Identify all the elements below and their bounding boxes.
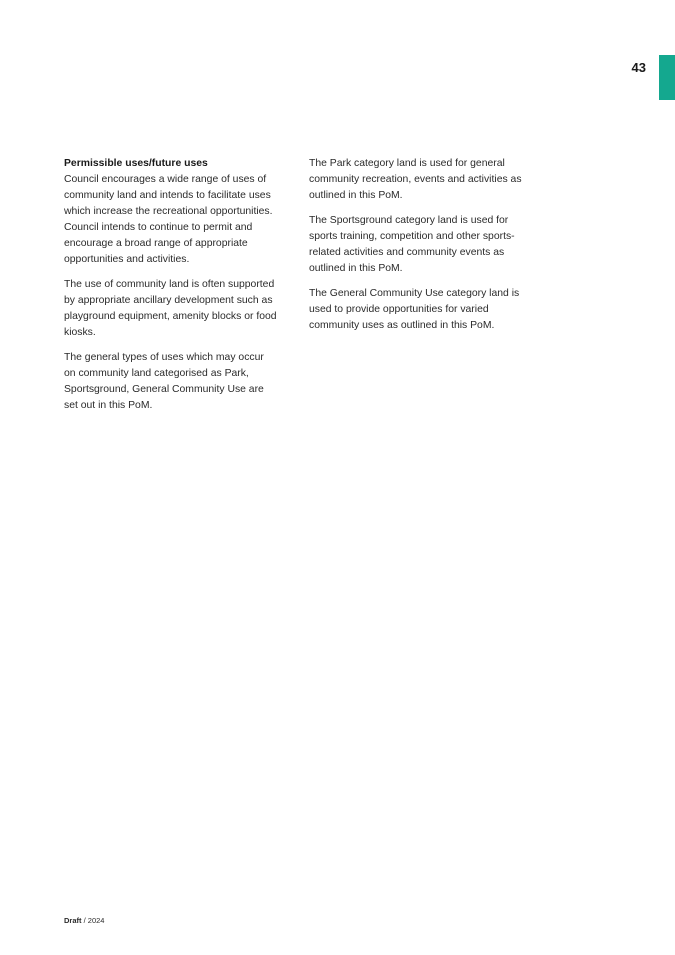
page-footer — [64, 916, 104, 925]
footer-year: 2024 — [87, 916, 105, 925]
section-tab-marker — [659, 55, 675, 100]
right-column — [309, 156, 523, 343]
body-paragraph: The Park category land is used for general community recreation, events and activities as outlined in this PoM. — [309, 158, 522, 201]
body-paragraph: Council encourages a wide range of uses of community land and intends to facilitate uses which increase the recreational opportunities. Council intends to continue to permit and encourage a broad range of appropriate opportunities and activities. — [64, 174, 273, 265]
body-paragraph: The Sportsground category land is used for sports training, competition and other sports-related activities and community events as outlined in this PoM. — [309, 215, 515, 274]
footer-draft-label: Draft — [64, 916, 82, 925]
body-paragraph: The use of community land is often supported by appropriate ancillary development such as playground equipment, amenity blocks or food kiosks. — [64, 279, 277, 338]
page-number: 43 — [631, 60, 646, 75]
footer-separator: / — [81, 916, 88, 925]
body-paragraph: The general types of uses which may occur on community land categorised as Park, Sportsground, General Community Use are set out in this PoM. — [64, 352, 264, 411]
left-column — [64, 156, 278, 423]
section-heading: Permissible uses/future uses — [64, 158, 208, 169]
body-paragraph: The General Community Use category land is used to provide opportunities for varied community uses as outlined in this PoM. — [309, 288, 520, 331]
